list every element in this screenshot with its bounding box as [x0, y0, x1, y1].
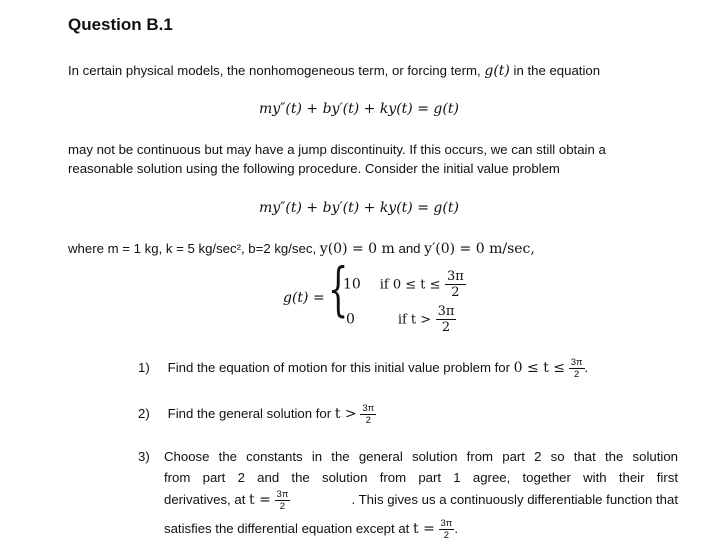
paragraph-line-1: may not be continuous but may have a jump discontinuity. If this occurs, we can still obtain a — [68, 142, 606, 157]
parameters-line — [68, 238, 535, 260]
frac-numerator: 3π — [570, 356, 583, 368]
frac-denominator: 2 — [441, 320, 451, 335]
question-3-line-3 — [164, 489, 678, 512]
intro-line — [68, 60, 600, 82]
question-2-text: Find the general solution for — [167, 406, 332, 421]
question-1-text: Find the equation of motion for this initial value problem for — [167, 360, 510, 375]
piecewise-lhs: g(t) = — [283, 290, 325, 306]
question-3-line-3-cond: t = — [249, 492, 271, 508]
g-symbol: g(t) — [484, 63, 510, 79]
question-1-number: 1) — [138, 360, 150, 375]
question-2-number: 2) — [138, 406, 150, 421]
piecewise-brace: { — [328, 255, 349, 323]
paragraph-line-2: reasonable solution using the following procedure. Consider the initial value problem — [68, 161, 560, 176]
question-3-line-2: from part 2 and the solution from part 1 agree, together with their first — [164, 470, 678, 485]
question-3-line-3-pre: derivatives, at — [164, 492, 246, 507]
case-1-fraction — [445, 270, 466, 299]
frac-numerator: 3π — [440, 517, 453, 529]
frac-denominator: 2 — [443, 530, 450, 542]
frac-denominator: 2 — [279, 501, 286, 513]
question-2 — [138, 403, 376, 426]
frac-numerator: 3π — [362, 402, 375, 414]
equation-1: my″(t) + by′(t) + ky(t) = g(t) — [259, 101, 459, 117]
case-2-condition: if t > — [397, 312, 432, 328]
question-3-line-4-pre: satisfies the differential equation except at — [164, 521, 410, 536]
question-title: Question B.1 — [68, 15, 173, 34]
question-3-num: 3) — [138, 449, 150, 464]
question-1-fraction — [569, 358, 585, 380]
question-3-line-3-pre-group — [164, 489, 290, 512]
question-1-condition: 0 ≤ t ≤ — [513, 360, 566, 376]
frac-numerator: 3π — [446, 269, 464, 284]
question-3-line-4 — [164, 518, 458, 541]
parameters-text: where m = 1 kg, k = 5 kg/sec², b=2 kg/sec, — [68, 241, 317, 256]
initial-condition-2: y′(0) = 0 m/sec, — [424, 241, 535, 257]
equation-2: my″(t) + by′(t) + ky(t) = g(t) — [259, 200, 459, 216]
question-3-line-3-fraction — [275, 490, 291, 512]
piecewise-case-1 — [343, 270, 466, 299]
case-1-condition: if 0 ≤ t ≤ — [379, 277, 441, 293]
question-2-condition: t > — [334, 406, 357, 422]
question-3-line-4-end: . — [454, 521, 459, 536]
case-2-value: 0 — [346, 311, 355, 328]
question-3-line-4-fraction — [439, 519, 455, 541]
piecewise-case-2 — [346, 305, 456, 334]
case-2-fraction — [436, 305, 457, 334]
frac-denominator: 2 — [573, 369, 580, 381]
frac-numerator: 3π — [276, 488, 289, 500]
question-1-end: . — [584, 360, 589, 375]
initial-condition-1: y(0) = 0 m — [319, 241, 395, 257]
frac-numerator: 3π — [437, 304, 455, 319]
intro-tail: in the equation — [513, 63, 601, 78]
question-2-fraction — [360, 404, 376, 426]
question-3-line-3-post: . This gives us a continuously differentiable function that — [351, 492, 678, 508]
frac-denominator: 2 — [451, 285, 460, 300]
question-3-line-4-cond: t = — [413, 521, 435, 537]
case-1-value: 10 — [343, 276, 361, 293]
intro-text: In certain physical models, the nonhomogeneous term, or forcing term, — [68, 63, 481, 78]
question-1 — [138, 357, 588, 380]
question-3-line-1: Choose the constants in the general solution from part 2 so that the solution — [164, 449, 678, 464]
frac-denominator: 2 — [365, 415, 371, 427]
question-3-number — [138, 446, 164, 468]
and-word: and — [398, 241, 421, 256]
